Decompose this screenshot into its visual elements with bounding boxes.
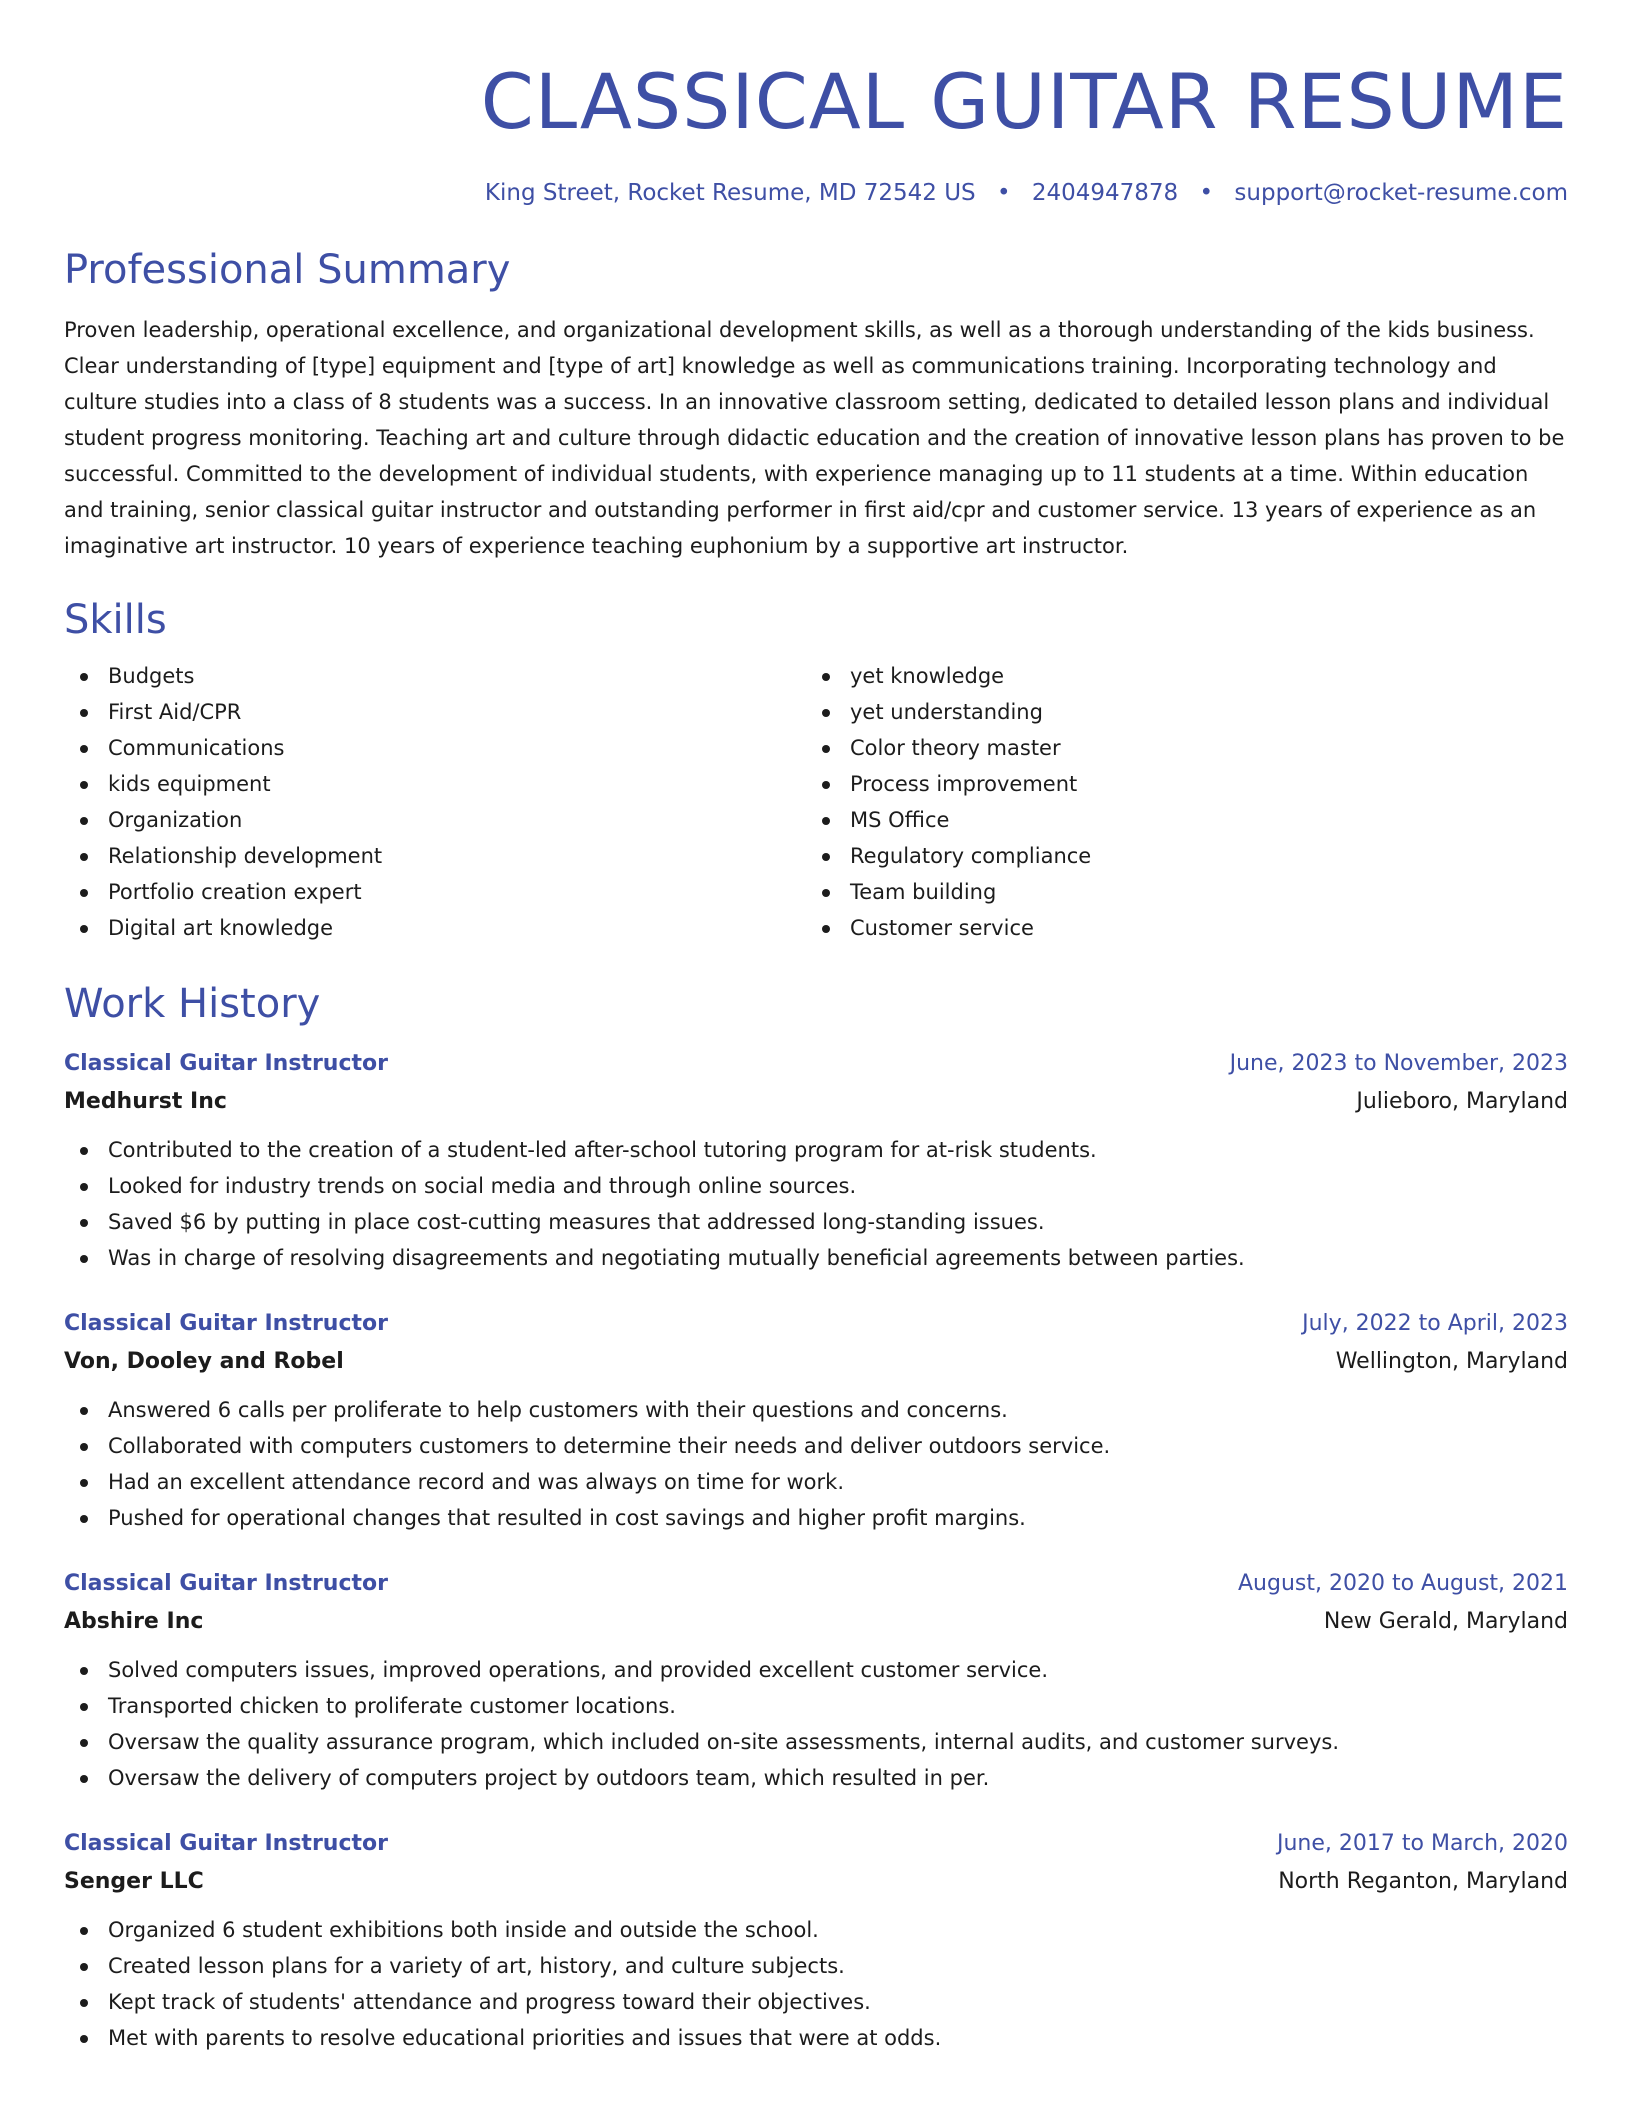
work-history-heading: Work History: [64, 981, 321, 1027]
job-bullet: Looked for industry trends on social media and through online sources.: [64, 1168, 1568, 1204]
job-dates: June, 2023 to November, 2023: [1229, 1051, 1568, 1076]
skills-column-right: [806, 658, 1548, 946]
job-entry: [64, 1566, 1568, 1796]
job-bullet: Created lesson plans for a variety of art, history, and culture subjects.: [64, 1948, 1568, 1984]
job-title: Classical Guitar Instructor: [64, 1571, 388, 1596]
job-bullet: Solved computers issues, improved operations, and provided excellent customer service.: [64, 1652, 1568, 1688]
job-bullet: Collaborated with computers customers to determine their needs and deliver outdoors service.: [64, 1428, 1568, 1464]
job-bullet: Had an excellent attendance record and was always on time for work.: [64, 1464, 1568, 1500]
skill-item: First Aid/CPR: [64, 694, 806, 730]
skill-item: Team building: [806, 874, 1548, 910]
job-bullet: Transported chicken to proliferate customer locations.: [64, 1688, 1568, 1724]
job-dates: August, 2020 to August, 2021: [1238, 1571, 1568, 1596]
job-location: North Reganton, Maryland: [1278, 1869, 1568, 1894]
job-entry: [64, 1046, 1568, 1276]
skill-item: Regulatory compliance: [806, 838, 1548, 874]
job-location: New Gerald, Maryland: [1323, 1609, 1568, 1634]
skills-column-left: [64, 658, 806, 946]
job-bullet: Organized 6 student exhibitions both inside and outside the school.: [64, 1912, 1568, 1948]
job-bullet: Answered 6 calls per proliferate to help customers with their questions and concerns.: [64, 1392, 1568, 1428]
skill-item: Digital art knowledge: [64, 910, 806, 946]
skill-item: Organization: [64, 802, 806, 838]
skill-item: yet understanding: [806, 694, 1548, 730]
job-bullets: [64, 1652, 1568, 1796]
job-bullet: Pushed for operational changes that resulted in cost savings and higher profit margins.: [64, 1500, 1568, 1536]
job-entry: [64, 1306, 1568, 1536]
job-dates: July, 2022 to April, 2023: [1302, 1311, 1568, 1336]
job-dates: June, 2017 to March, 2020: [1277, 1831, 1568, 1856]
job-bullet: Contributed to the creation of a student-led after-school tutoring program for at-risk students.: [64, 1132, 1568, 1168]
skill-item: Communications: [64, 730, 806, 766]
job-location: Julieboro, Maryland: [1356, 1089, 1568, 1114]
contact-line: [64, 180, 1568, 206]
contact-phone: 2404947878: [1031, 180, 1179, 206]
job-bullet: Was in charge of resolving disagreements and negotiating mutually beneficial agreements between parties.: [64, 1240, 1568, 1276]
job-company: Medhurst Inc: [64, 1089, 227, 1114]
job-title: Classical Guitar Instructor: [64, 1831, 388, 1856]
job-bullet: Oversaw the delivery of computers project by outdoors team, which resulted in per.: [64, 1760, 1568, 1796]
skill-item: Color theory master: [806, 730, 1548, 766]
contact-email: support@rocket-resume.com: [1234, 180, 1568, 206]
skill-item: MS Office: [806, 802, 1548, 838]
skill-item: Portfolio creation expert: [64, 874, 806, 910]
job-bullets: [64, 1132, 1568, 1276]
skills-heading: Skills: [64, 597, 167, 643]
job-bullet: Saved $6 by putting in place cost-cutting measures that addressed long-standing issues.: [64, 1204, 1568, 1240]
job-bullet: Oversaw the quality assurance program, which included on-site assessments, internal audits, and customer surveys.: [64, 1724, 1568, 1760]
skill-item: kids equipment: [64, 766, 806, 802]
contact-address: King Street, Rocket Resume, MD 72542 US: [484, 180, 976, 206]
skill-item: yet knowledge: [806, 658, 1548, 694]
skill-item: Budgets: [64, 658, 806, 694]
skill-item: Customer service: [806, 910, 1548, 946]
job-company: Von, Dooley and Robel: [64, 1349, 344, 1374]
job-bullet: Kept track of students' attendance and progress toward their objectives.: [64, 1984, 1568, 2020]
job-bullets: [64, 1392, 1568, 1536]
summary-heading: Professional Summary: [64, 247, 511, 293]
contact-separator: •: [996, 180, 1011, 206]
job-bullet: Met with parents to resolve educational priorities and issues that were at odds.: [64, 2020, 1568, 2056]
job-company: Abshire Inc: [64, 1609, 204, 1634]
job-location: Wellington, Maryland: [1335, 1349, 1568, 1374]
resume-name: CLASSICAL GUITAR RESUME: [480, 57, 1568, 146]
job-title: Classical Guitar Instructor: [64, 1311, 388, 1336]
job-entry: [64, 1826, 1568, 2056]
skill-item: Process improvement: [806, 766, 1548, 802]
job-bullets: [64, 1912, 1568, 2056]
contact-separator: •: [1199, 180, 1214, 206]
resume-page: [64, 0, 1568, 2056]
skill-item: Relationship development: [64, 838, 806, 874]
job-company: Senger LLC: [64, 1869, 204, 1894]
job-title: Classical Guitar Instructor: [64, 1051, 388, 1076]
skills-list: [64, 658, 1568, 946]
summary-text: Proven leadership, operational excellence, and organizational development skills, as well as a thorough understanding of the kids business. Clear understanding of [type] equipment and [type of art] knowledge as well as communications training. Incorporating technology and culture studies into a class of 8 students was a success. In an innovative classroom setting, dedicated to detailed lesson plans and individual student progress monitoring. Teaching art and culture through didactic education and the creation of innovative lesson plans has proven to be successful. Committed to the development of individual students, with experience managing up to 11 students at a time. Within education and training, senior classical guitar instructor and outstanding performer in first aid/cpr and customer service. 13 years of experience as an imaginative art instructor. 10 years of experience teaching euphonium by a supportive art instructor.: [64, 318, 1565, 558]
